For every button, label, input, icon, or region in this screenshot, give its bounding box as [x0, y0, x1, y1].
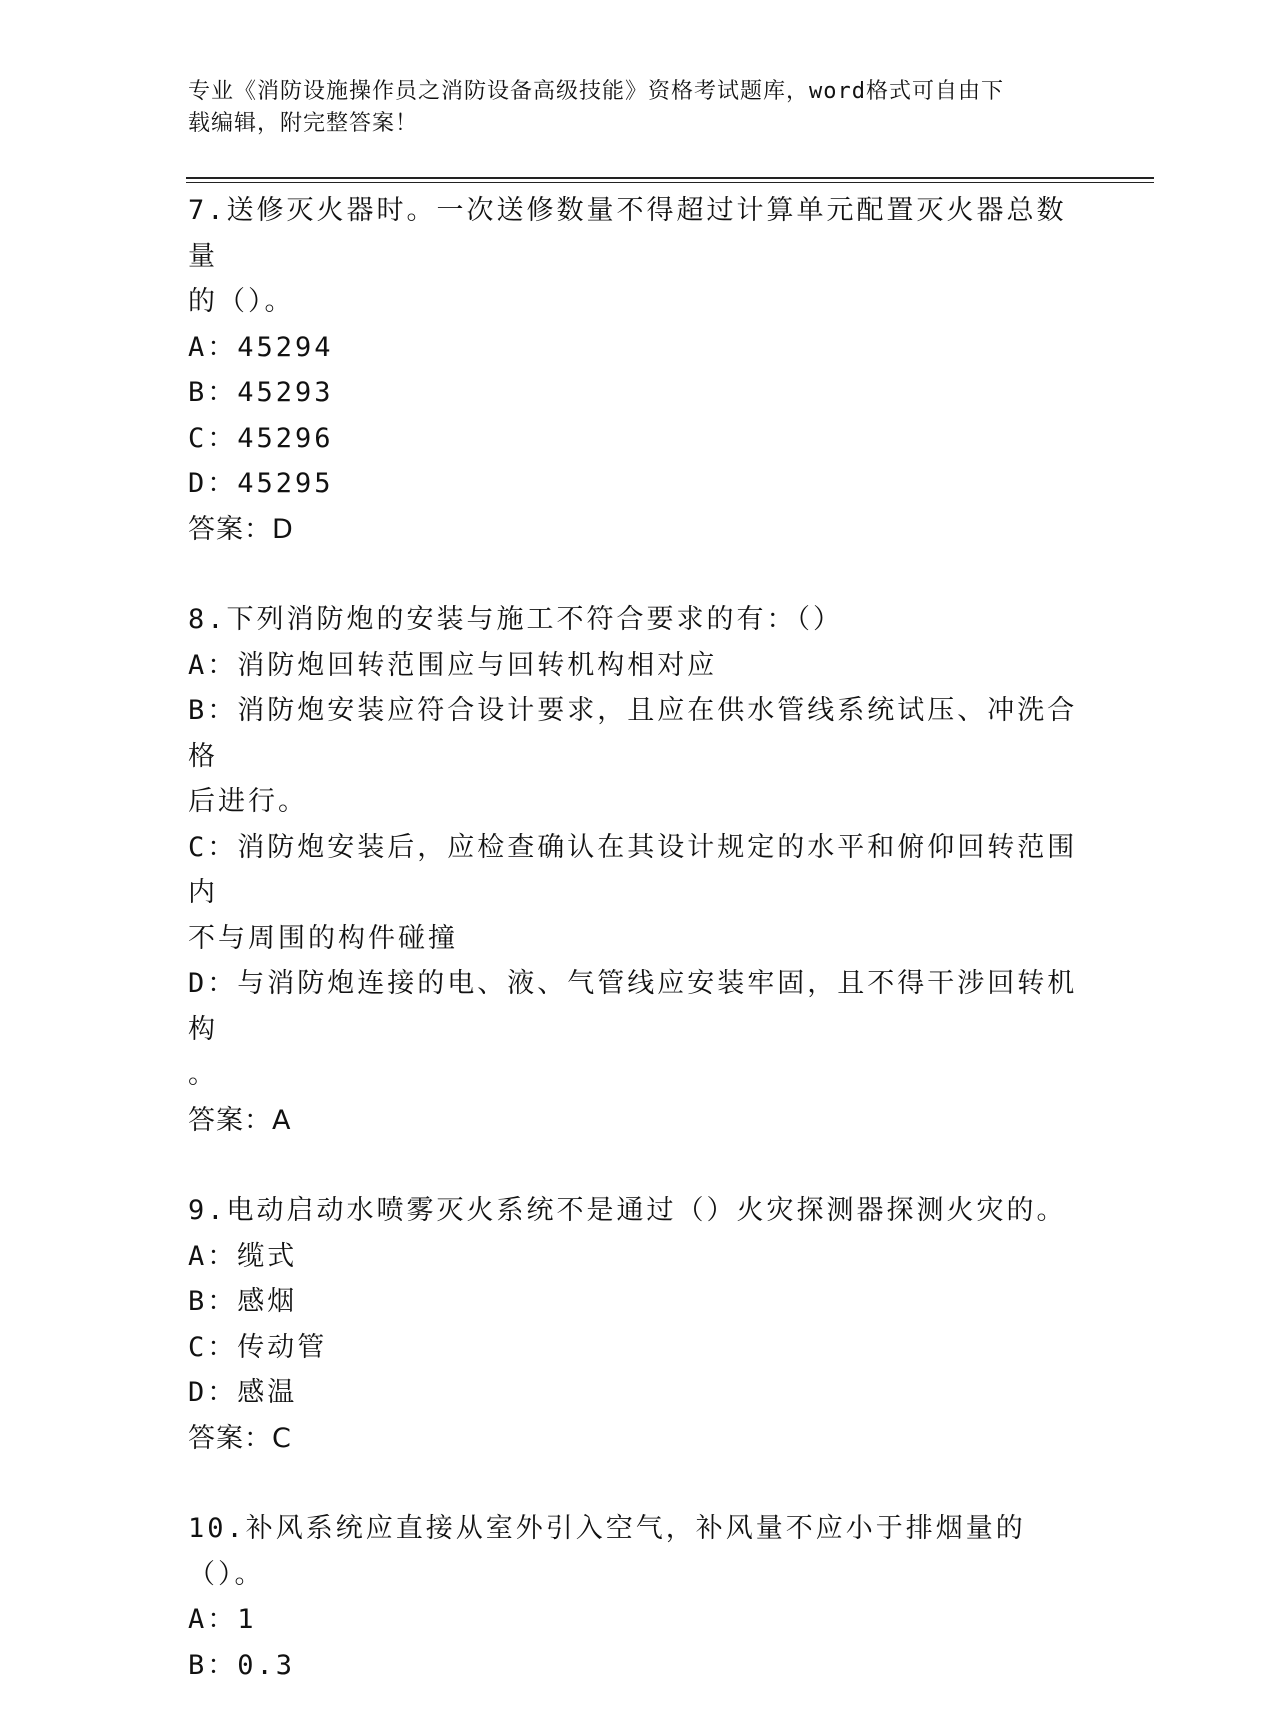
option-letter: D：: [188, 1377, 238, 1408]
question-stem: [188, 1188, 1088, 1234]
stem-line: 9.电动启动水喷雾灭火系统不是通过（）火灾探测器探测火灾的。: [188, 1195, 1067, 1226]
option-text: 感烟: [237, 1286, 298, 1317]
option-letter: C：: [188, 831, 238, 863]
option-d: [188, 961, 1088, 1098]
option-letter: A：: [188, 1240, 238, 1272]
option-text-continued: 。: [188, 1059, 218, 1090]
option-text: 缆式: [237, 1240, 298, 1272]
document-header: [188, 76, 1088, 140]
option-letter: B：: [188, 1286, 238, 1317]
option-text: 1: [237, 1604, 257, 1635]
option-letter: A：: [188, 1604, 238, 1635]
header-divider-thick: [186, 177, 1154, 179]
option-a: [188, 643, 1088, 689]
option-a: [188, 325, 1088, 371]
option-c: [188, 416, 1088, 462]
option-text: 消防炮安装应符合设计要求，且应在供水管线系统试压、冲洗合格: [188, 695, 1078, 772]
option-b: [188, 370, 1088, 416]
option-text-continued: 后进行。: [188, 786, 308, 817]
answer-label: 答案：D: [188, 513, 294, 545]
question-stem: [188, 597, 1088, 643]
question-9: [188, 1188, 1088, 1461]
option-d: [188, 1370, 1088, 1416]
option-letter: C：: [188, 1331, 238, 1363]
option-b: [188, 1279, 1088, 1325]
option-text-continued: 不与周围的构件碰撞: [188, 922, 458, 954]
option-letter: B：: [188, 377, 238, 408]
option-text: 消防炮安装后，应检查确认在其设计规定的水平和俯仰回转范围内: [188, 831, 1078, 908]
option-letter: B：: [188, 1649, 238, 1681]
option-letter: A：: [188, 331, 238, 363]
option-text: 0.3: [237, 1649, 296, 1681]
option-b: [188, 688, 1088, 825]
question-stem: [188, 188, 1088, 325]
question-7: [188, 188, 1088, 552]
option-b: [188, 1643, 1088, 1689]
header-divider-thin: [186, 182, 1154, 183]
stem-line: 的（）。: [188, 286, 295, 317]
option-text: 45294: [237, 331, 334, 363]
answer-label: 答案：C: [188, 1422, 292, 1454]
option-a: [188, 1597, 1088, 1643]
option-d: [188, 461, 1088, 507]
question-stem: [188, 1506, 1088, 1597]
stem-line: 7.送修灭火器时。一次送修数量不得超过计算单元配置灭火器总数量: [188, 195, 1067, 272]
option-text: 45293: [237, 377, 334, 408]
header-line-2: 载编辑，附完整答案！: [188, 111, 419, 136]
option-text: 传动管: [237, 1331, 328, 1363]
stem-line: 10.补风系统应直接从室外引入空气，补风量不应小于排烟量的（）。: [188, 1513, 1026, 1590]
question-list: [188, 188, 1088, 1733]
option-a: [188, 1234, 1088, 1280]
option-c: [188, 1325, 1088, 1371]
option-text: 45296: [237, 422, 334, 454]
question-10: [188, 1506, 1088, 1688]
option-letter: D：: [188, 468, 238, 499]
option-letter: C：: [188, 422, 238, 454]
option-text: 与消防炮连接的电、液、气管线应安装牢固，且不得干涉回转机构: [188, 968, 1078, 1045]
option-letter: A：: [188, 649, 238, 681]
option-letter: D：: [188, 968, 238, 999]
option-text: 45295: [237, 468, 334, 499]
answer-label: 答案：A: [188, 1104, 292, 1136]
option-text: 消防炮回转范围应与回转机构相对应: [237, 649, 718, 681]
stem-line: 8.下列消防炮的安装与施工不符合要求的有：（）: [188, 604, 844, 635]
option-text: 感温: [237, 1377, 298, 1408]
option-letter: B：: [188, 695, 238, 726]
question-8: [188, 597, 1088, 1143]
option-c: [188, 825, 1088, 962]
header-line-1: 专业《消防设施操作员之消防设备高级技能》资格考试题库，word格式可自由下: [188, 79, 1004, 104]
